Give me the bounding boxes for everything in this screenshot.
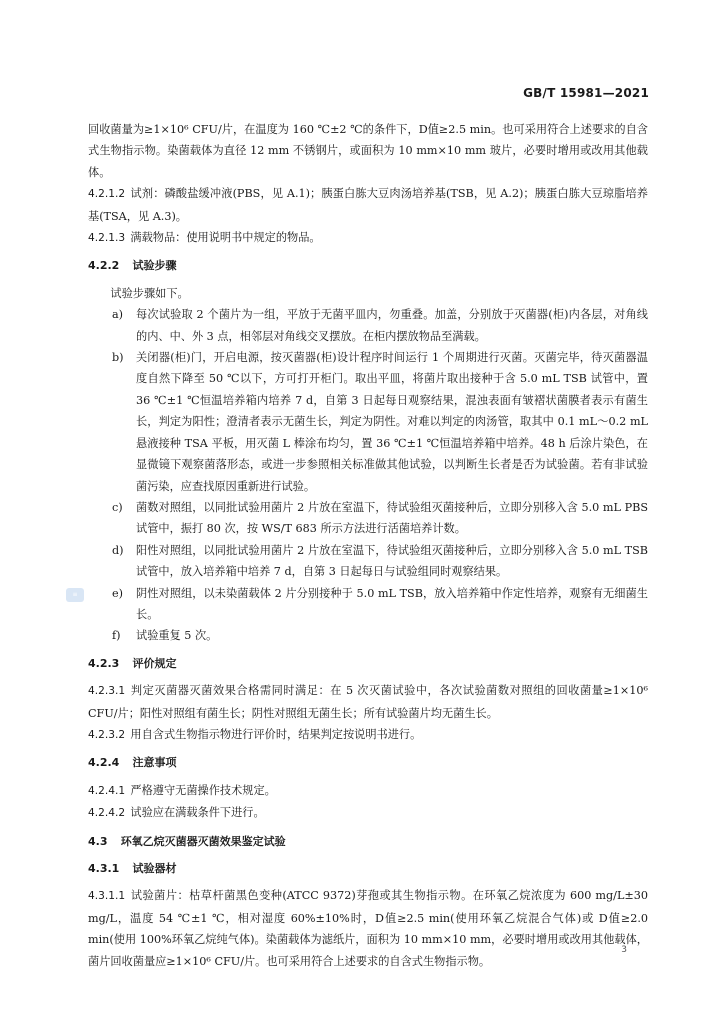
heading-4-2-2 [88, 255, 648, 276]
clause-text: 试验菌片：枯草杆菌黑色变种(ATCC 9372)芽孢或其生物指示物。在环氧乙烷浓度为 600 mg/L±30 mg/L，温度 54 ℃±1 ℃，相对湿度 60%±10%时，D值≥2.5 min(使用环氧乙烷混合气体)或 D值≥2.0 min(使用 100%环氧乙烷纯气体)。染菌载体为滤纸片，面积为 10 mm×10 mm，必要时增用或改用其他载体，菌片回收菌量应≥1×10⁶ CFU/片。也可采用符合上述要求的自含式生物指示物。 [88, 889, 648, 968]
clause-4-2-1-3 [88, 227, 648, 249]
clause-number: 4.3.1.1 [88, 890, 126, 903]
clause-number: 4.2.1.3 [88, 232, 126, 245]
list-item [88, 347, 648, 497]
standard-code: GB/T 15981—2021 [523, 86, 649, 100]
heading-4-3-1 [88, 858, 648, 879]
heading-number: 4.3 [88, 834, 108, 848]
clause-4-2-3-1 [88, 680, 648, 724]
heading-number: 4.2.2 [88, 259, 120, 273]
clause-4-2-4-1 [88, 780, 648, 802]
list-marker: b) [112, 351, 124, 365]
list-item-text: 菌数对照组，以同批试验用菌片 2 片放在室温下，待试验组灭菌接种后，立即分别移入含 5.0 mL PBS 试管中，振打 80 次，按 WS/T 683 所示方法进行活菌培养计数。 [136, 500, 648, 536]
clause-text: 试剂：磷酸盐缓冲液(PBS，见 A.1)；胰蛋白胨大豆肉汤培养基(TSB，见 A.2)；胰蛋白胨大豆琼脂培养基(TSA，见 A.3)。 [88, 187, 648, 223]
clause-number: 4.2.4.2 [88, 807, 126, 820]
clause-text: 试验应在满载条件下进行。 [130, 806, 265, 820]
list-marker: d) [112, 543, 124, 557]
steps-list [88, 304, 648, 647]
heading-title: 试验步骤 [132, 259, 177, 273]
heading-title: 注意事项 [132, 756, 177, 770]
heading-4-2-3 [88, 653, 648, 674]
heading-number: 4.2.4 [88, 756, 120, 770]
heading-title: 环氧乙烷灭菌器灭菌效果鉴定试验 [120, 834, 286, 848]
list-marker: c) [112, 500, 123, 514]
clause-number: 4.2.1.2 [88, 188, 126, 201]
clause-number: 4.2.4.1 [88, 784, 126, 797]
heading-number: 4.3.1 [88, 862, 120, 875]
list-item-text: 关闭器(柜)门，开启电源，按灭菌器(柜)设计程序时间运行 1 个周期进行灭菌。灭菌完毕，待灭菌器温度自然下降至 50 ℃以下，方可打开柜门。取出平皿，将菌片取出接种于含 5.0 mL TSB 试管中，置 36 ℃±1 ℃恒温培养箱内培养 7 d，自第 3 日起每日观察结果，混浊表面有皱褶状菌膜者表示有菌生长，判定为阳性；澄清者表示无菌生长，判定为阴性。对难以判定的肉汤管，取其中 0.1 mL～0.2 mL 悬液接种 TSA 平板，用灭菌 L 棒涂布均匀，置 36 ℃±1 ℃恒温培养箱中培养。48 h 后涂片染色，在显微镜下观察菌落形态，或进一步参照相关标准做其他试验，以判断生长者是否为试验菌。若有非试验菌污染，应查找原因重新进行试验。 [136, 351, 648, 493]
clause-4-2-4-2 [88, 802, 648, 824]
heading-title: 试验器材 [132, 862, 177, 875]
heading-4-2-4 [88, 752, 648, 773]
list-marker: a) [112, 308, 124, 322]
list-marker: e) [112, 586, 123, 600]
list-item [88, 583, 648, 626]
side-watermark-icon: ≡ [66, 588, 84, 602]
page-number: 3 [621, 945, 627, 955]
list-marker: f) [112, 629, 121, 643]
clause-4-2-3-2 [88, 724, 648, 746]
clause-text: 用自含式生物指示物进行评价时，结果判定按说明书进行。 [130, 727, 422, 741]
list-item [88, 497, 648, 540]
clause-4-2-1-2 [88, 183, 648, 227]
clause-number: 4.2.3.1 [88, 685, 126, 698]
list-item-text: 阳性对照组，以同批试验用菌片 2 片放在室温下，待试验组灭菌接种后，立即分别移入含 5.0 mL TSB 试管中，放入培养箱中培养 7 d，自第 3 日起每日与试验组同时观察结果。 [136, 543, 648, 579]
list-item-text: 阴性对照组，以未染菌载体 2 片分别接种于 5.0 mL TSB，放入培养箱中作定性培养，观察有无细菌生长。 [136, 586, 648, 621]
clause-text: 严格遵守无菌操作技术规定。 [130, 783, 276, 797]
list-item [88, 625, 648, 646]
clause-number: 4.2.3.2 [88, 728, 126, 741]
heading-title: 评价规定 [132, 656, 177, 670]
clause-4-3-1-1 [88, 885, 648, 972]
continued-paragraph: 回收菌量为≥1×10⁶ CFU/片，在温度为 160 ℃±2 ℃的条件下，D值≥2.5 min。也可采用符合上述要求的自含式生物指示物。染菌载体为直径 12 mm 不锈钢片，或面积为 10 mm×10 mm 玻片，必要时增用或改用其他载体。 [88, 123, 648, 179]
list-item-text: 每次试验取 2 个菌片为一组，平放于无菌平皿内，勿重叠。加盖，分别放于灭菌器(柜)内各层，对角线的内、中、外 3 点，相邻层对角线交叉摆放。在柜内摆放物品至满载。 [136, 308, 648, 343]
steps-intro: 试验步骤如下。 [110, 286, 189, 300]
heading-4-3 [88, 831, 648, 852]
page-body [88, 119, 648, 972]
clause-text: 满载物品：使用说明书中规定的物品。 [130, 231, 321, 245]
list-item [88, 304, 648, 347]
clause-text: 判定灭菌器灭菌效果合格需同时满足：在 5 次灭菌试验中，各次试验菌数对照组的回收菌量≥1×10⁶ CFU/片；阳性对照组有菌生长；阴性对照组无菌生长；所有试验菌片均无菌生长。 [88, 684, 648, 720]
list-item [88, 540, 648, 583]
list-item-text: 试验重复 5 次。 [136, 629, 218, 643]
heading-number: 4.2.3 [88, 656, 120, 670]
